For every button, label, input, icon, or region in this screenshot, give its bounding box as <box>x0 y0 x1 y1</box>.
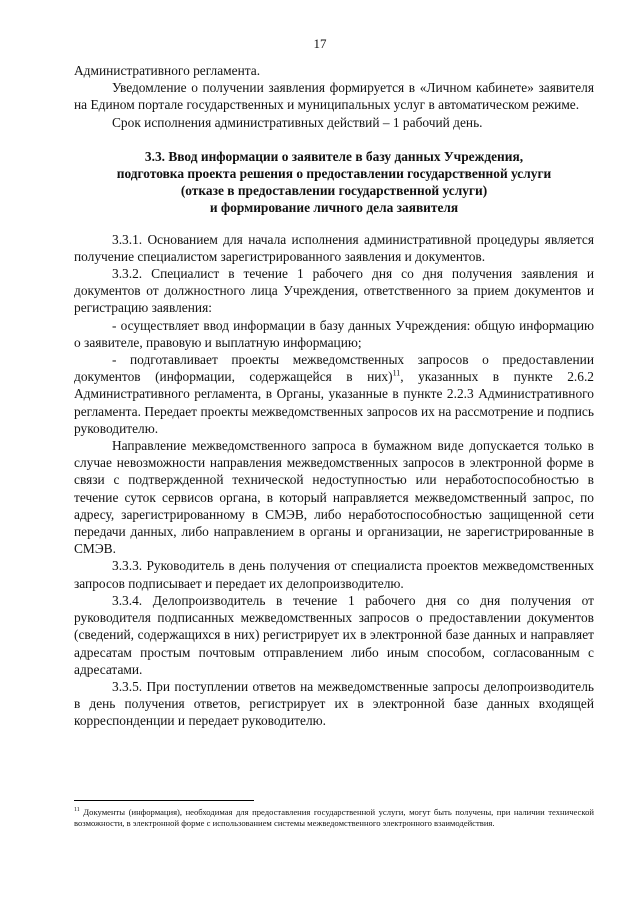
bullet-data-entry: - осуществляет ввод информации в базу данных Учреждения: общую информацию о заявителе, правовую и выплатную информацию; <box>74 317 594 350</box>
clause-3-3-4: 3.3.4. Делопроизводитель в течение 1 рабочего дня со дня получения от руководителя подписанных межведомственных запросов о предоставлении документов (сведений, содержащихся в них) регистрирует их в электронной базе данных и направляет адресатам простым почтовым отправлением либо иным способом, согласованным с адресатами. <box>74 592 594 677</box>
paragraph-paper-request: Направление межведомственного запроса в бумажном виде допускается только в случае невозможности направления межведомственных запросов в электронной форме в связи с подтвержденной технической недоступностью или неработоспособностью в течение суток сервисов органа, в который направляется межведомственный запрос, по адресу, зарегистрированному в СМЭВ, либо неработоспособностью защищенной сети передачи данных, либо направлением в органы и организации, не зарегистрированные в СМЭВ. <box>74 438 594 557</box>
section-heading-line-3: (отказе в предоставлении государственной услуги) <box>180 183 488 199</box>
clause-3-3-2: 3.3.2. Специалист в течение 1 рабочего дня со дня получения заявления и документов от должностного лица Учреждения, ответственного за прием документов и регистрацию заявления: <box>74 266 594 316</box>
section-heading <box>74 148 594 217</box>
clause-3-3-3: 3.3.3. Руководитель в день получения от специалиста проектов межведомственных запросов подписывает и передает их делопроизводителю. <box>74 558 594 591</box>
bullet-requests <box>74 351 594 437</box>
paragraph-regulation-end: Административного регламента. <box>74 63 261 78</box>
bullet-requests-text-2: , указанных в пункте 2.6.2 Административного регламента, в Органы, указанные в пункте 2.2.3 Административного регламента. Передает проекты межведомственных запросов их на рассмотрение и подпись руководителю. <box>74 369 594 436</box>
section-heading-line-2: подготовка проекта решения о предоставлении государственной услуги <box>116 166 552 182</box>
section-heading-line-1: 3.3. Ввод информации о заявителе в базу данных Учреждения, <box>144 148 524 164</box>
footnote <box>74 807 594 829</box>
footnote-text: Документы (информация), необходимая для предоставления государственной услуги, могут быть получены, при наличии технической возможности, в электронной форме с использованием системы межведомственного электронного взаимодействия. <box>74 807 594 828</box>
paragraph-notification: Уведомление о получении заявления формируется в «Личном кабинете» заявителя на Едином портале государственных и муниципальных услуг в автоматическом режиме. <box>74 80 594 113</box>
section-heading-line-4: и формирование личного дела заявителя <box>209 200 459 216</box>
footnote-divider <box>74 800 254 801</box>
paragraph-deadline: Срок исполнения административных действий – 1 рабочий день. <box>112 114 483 130</box>
footnote-reference[interactable]: 11 <box>392 368 401 378</box>
document-body <box>74 62 594 730</box>
bullet-requests-text-1: - подготавливает проекты межведомственных запросов о предоставлении документов (информации, содержащейся в них) <box>74 352 594 385</box>
page-number: 17 <box>313 36 327 51</box>
footnote-marker: 11 <box>74 807 80 814</box>
clause-3-3-5: 3.3.5. При поступлении ответов на межведомственные запросы делопроизводитель в день получения ответов, регистрирует их в электронной базе данных входящей корреспонденции и передает руководителю. <box>74 678 594 729</box>
clause-3-3-1: 3.3.1. Основанием для начала исполнения административной процедуры является получение специалистом зарегистрированного заявления и документов. <box>74 231 594 264</box>
